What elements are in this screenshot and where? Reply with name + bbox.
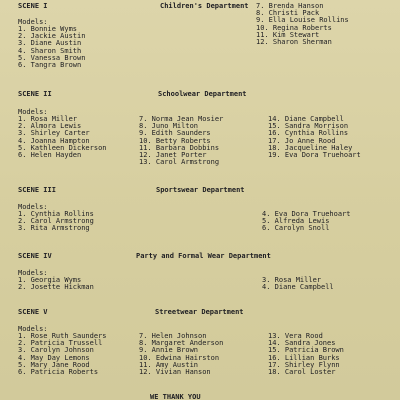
model-entry: 16. Lillian Burks — [268, 353, 340, 362]
model-entry: 6. Tangra Brown — [18, 60, 82, 69]
scene-4-col-1 — [18, 277, 94, 291]
model-entry: 16. Cynthia Rollins — [268, 129, 349, 138]
scene-3-department: Sportswear Department — [156, 186, 245, 194]
model-entry: 3. Shirley Carter — [18, 129, 90, 138]
model-entry: 7. Norma Jean Mosier — [139, 115, 224, 123]
model-entry: 4. May Day Lemons — [18, 353, 90, 362]
model-entry: 3. Rita Armstrong — [18, 224, 90, 233]
model-entry: 15. Sandra Morrison — [268, 122, 349, 131]
scene-2-department: Schoolwear Department — [158, 90, 247, 98]
model-entry: 13. Vera Rood — [268, 332, 323, 340]
scene-1-department: Children's Department — [160, 2, 249, 10]
model-entry: 1. Cynthia Rollins — [18, 210, 94, 218]
model-entry: 1. Georgia Wyms — [18, 276, 82, 284]
model-entry: 13. Carol Armstrong — [139, 158, 220, 167]
model-entry: 11. Amy Austin — [139, 360, 199, 369]
model-entry: 17. Jo Anne Rood — [268, 136, 336, 145]
model-entry: 2. Jackie Austin — [18, 32, 86, 41]
model-entry: 15. Patricia Brown — [268, 346, 344, 355]
scene-2-col-3 — [268, 116, 361, 159]
scene-4-label: SCENE IV — [18, 252, 52, 260]
scene-1-col-1 — [18, 26, 85, 69]
model-entry: 10. Edwina Hairston — [139, 353, 220, 362]
model-entry: 18. Jacqueline Haley — [268, 143, 353, 152]
model-entry: 6. Carolyn Snoll — [262, 224, 330, 233]
model-entry: 2. Patricia Trussell — [18, 339, 103, 348]
model-entry: 1. Rose Ruth Saunders — [18, 332, 107, 340]
scene-2-models-label: Models: — [18, 108, 48, 116]
scene-5-department: Streetwear Department — [155, 308, 244, 316]
model-entry: 11. Kim Stewart — [256, 30, 320, 39]
scene-5-col-1 — [18, 333, 107, 376]
model-entry: 10. Betty Roberts — [139, 136, 211, 145]
model-entry: 8. Margaret Anderson — [139, 339, 224, 348]
model-entry: 3. Rosa Miller — [262, 276, 322, 284]
model-entry: 19. Eva Dora Truehoart — [268, 150, 361, 159]
scene-5-col-2 — [139, 333, 223, 376]
model-entry: 11. Barbara Dobbins — [139, 143, 220, 152]
model-entry: 6. Patricia Roberts — [18, 367, 99, 376]
model-entry: 5. Alfreda Lewis — [262, 217, 330, 226]
model-entry: 8. Christi Pack — [256, 9, 320, 18]
model-entry: 9. Edith Saunders — [139, 129, 211, 138]
scene-3-label: SCENE III — [18, 186, 56, 194]
scene-5-label: SCENE V — [18, 308, 48, 316]
scene-5-col-3 — [268, 333, 344, 376]
model-entry: 1. Bonnie Wyms — [18, 25, 78, 33]
model-entry: 18. Carol Loster — [268, 367, 336, 376]
scene-2-label: SCENE II — [18, 90, 52, 98]
model-entry: 6. Helen Hayden — [18, 150, 82, 159]
model-entry: 2. Carol Armstrong — [18, 217, 94, 226]
scene-3-col-1 — [18, 211, 94, 233]
model-entry: 4. Diane Campbell — [262, 283, 334, 292]
model-entry: 5. Kathleen Dickerson — [18, 143, 107, 152]
scene-4-department: Party and Formal Wear Department — [136, 252, 271, 260]
model-entry: 12. Janet Porter — [139, 150, 207, 159]
model-entry: 2. Almora Lewis — [18, 122, 82, 131]
model-entry: 9. Ella Louise Rollins — [256, 16, 349, 25]
model-entry: 7. Brenda Hanson — [256, 2, 324, 10]
scene-1-col-2 — [256, 3, 349, 46]
scene-4-models-label: Models: — [18, 269, 48, 277]
model-entry: 14. Sandra Jones — [268, 339, 336, 348]
scene-4-col-2 — [262, 277, 334, 291]
model-entry: 3. Carolyn Johnson — [18, 346, 94, 355]
model-entry: 9. Annie Brown — [139, 346, 199, 355]
scene-5-models-label: Models: — [18, 325, 48, 333]
model-entry: 4. Eva Dora Truehoart — [262, 210, 351, 218]
model-entry: 12. Sharon Sherman — [256, 37, 332, 46]
model-entry: 5. Vanessa Brown — [18, 53, 86, 62]
model-entry: 17. Shirley Flynn — [268, 360, 340, 369]
model-entry: 8. Juno Milton — [139, 122, 199, 131]
model-entry: 12. Vivian Hanson — [139, 367, 211, 376]
model-entry: 4. Sharon Smith — [18, 46, 82, 55]
scene-2-col-1 — [18, 116, 107, 159]
model-entry: 2. Josette Hickman — [18, 283, 94, 292]
scene-3-col-2 — [262, 211, 351, 233]
model-entry: 14. Diane Campbell — [268, 115, 344, 123]
scene-3-models-label: Models: — [18, 203, 48, 211]
model-entry: 10. Regina Roberts — [256, 23, 332, 32]
model-entry: 1. Rosa Miller — [18, 115, 78, 123]
model-entry: 7. Helen Johnson — [139, 332, 207, 340]
model-entry: 3. Diane Austin — [18, 39, 82, 48]
scene-1-label: SCENE I — [18, 2, 48, 10]
model-entry: 4. Joanna Hampton — [18, 136, 90, 145]
model-entry: 5. Mary Jane Rood — [18, 360, 90, 369]
scene-2-col-2 — [139, 116, 223, 166]
footer-thank-you: WE THANK YOU — [150, 393, 201, 400]
scene-1-models-label: Models: — [18, 18, 48, 26]
